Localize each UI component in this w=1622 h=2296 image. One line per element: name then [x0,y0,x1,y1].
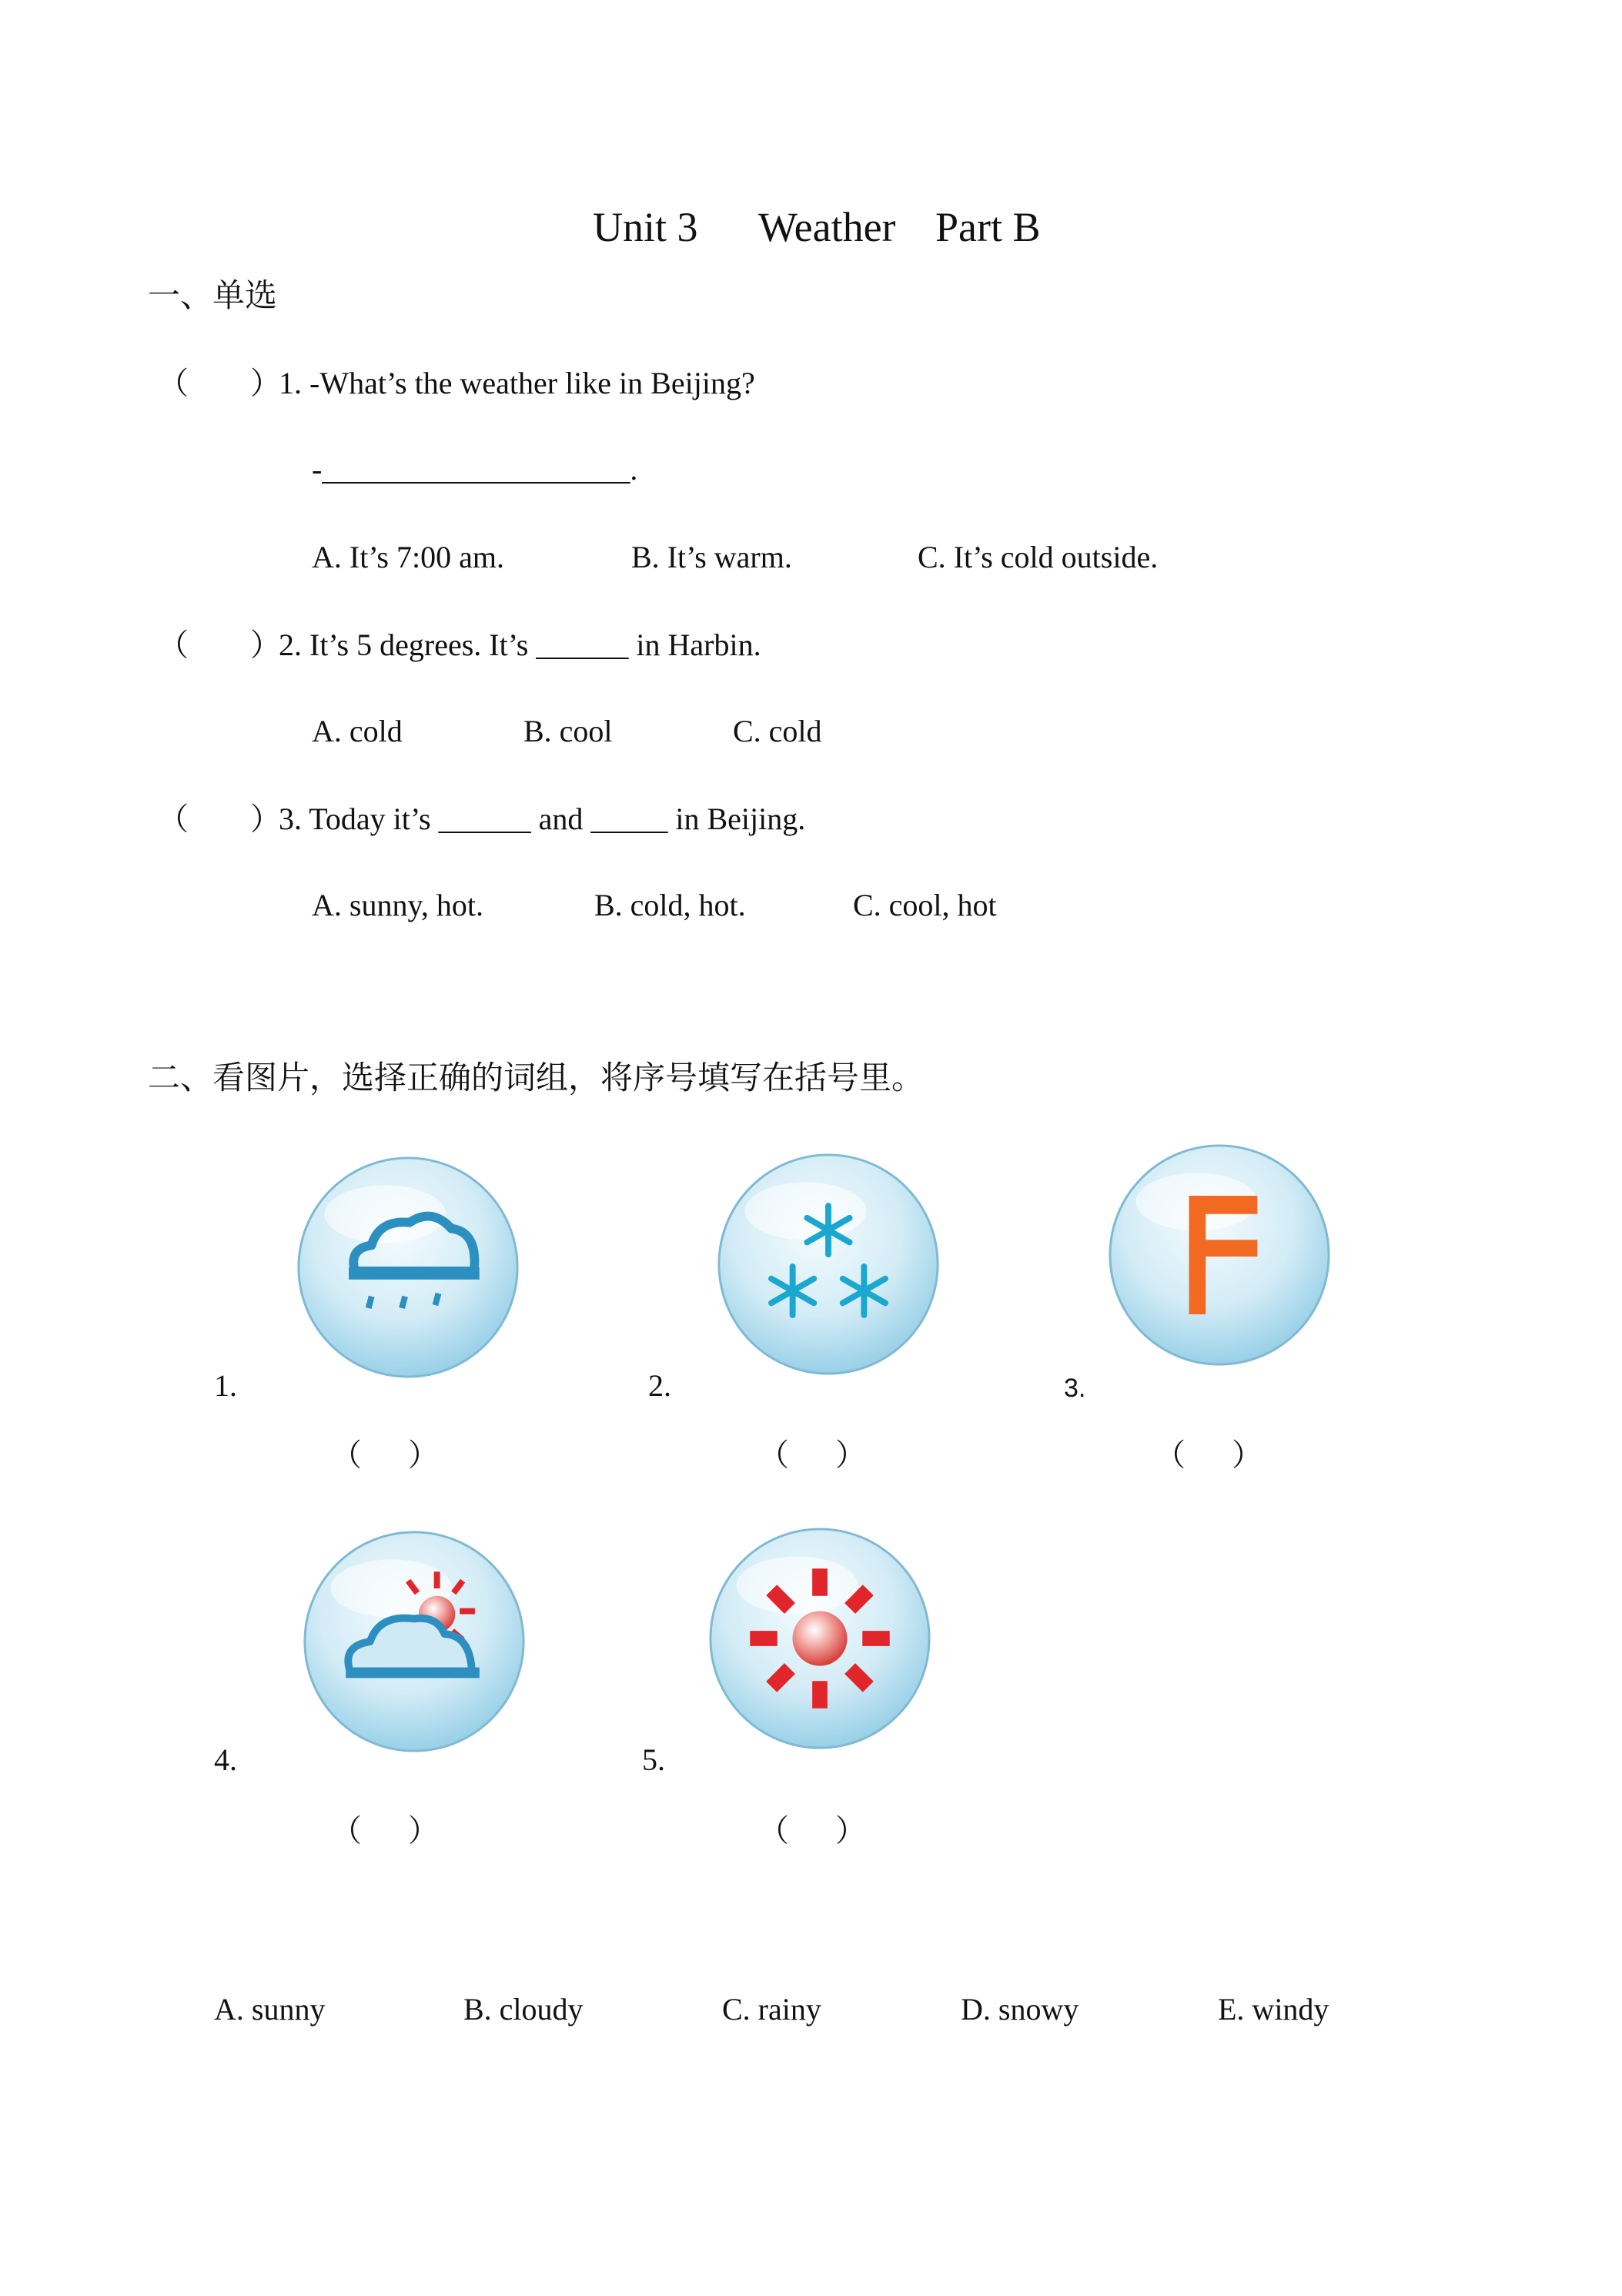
item-2-answer-paren[interactable]: （ ） [758,1438,866,1472]
choice-e: E. windy [1218,1992,1329,2027]
title-unit: Unit 3 [593,204,698,250]
item-1-answer-paren[interactable]: （ ） [331,1438,439,1472]
q3-answer-paren[interactable]: （ ） [158,802,281,836]
q3-option-c: C. cool, hot [853,888,997,922]
q1-option-a: A. It’s 7:00 am. [312,540,504,574]
item-5-number: 5. [642,1742,665,1777]
item-3-answer-paren[interactable]: （ ） [1155,1438,1262,1472]
sunny-icon [706,1525,934,1752]
choice-d: D. snowy [961,1992,1079,2027]
item-2-number: 2. [648,1368,671,1403]
item-3-number: 3. [1064,1374,1086,1403]
q1-stem: 1. -What’s the weather like in Beijing? [279,366,755,400]
q1-option-c: C. It’s cold outside. [918,540,1159,574]
section2-heading: 二、看图片，选择正确的词组，将序号填写在括号里。 [148,1061,925,1096]
cloudy-sun-icon [300,1528,528,1755]
q1-answer-paren[interactable]: （ ） [158,366,281,400]
q2-option-b: B. cool [523,714,613,748]
q2-stem: 2. It’s 5 degrees. It’s ______ in Harbin. [279,628,761,662]
q1-option-b: B. It’s warm. [631,540,792,574]
q3-option-b: B. cold, hot. [594,888,746,922]
item-5-answer-paren[interactable]: （ ） [758,1813,866,1848]
q2-option-c: C. cold [733,714,822,748]
item-1-number: 1. [214,1368,237,1403]
title-topic: Weather [758,204,896,250]
q1-answer-line: -____________________. [312,452,638,487]
choice-b: B. cloudy [463,1992,584,2027]
item-4-answer-paren[interactable]: （ ） [331,1813,439,1848]
title-part: Part B [935,204,1041,250]
windy-flag-icon [1105,1141,1333,1369]
q3-option-a: A. sunny, hot. [312,888,483,922]
section1-heading: 一、单选 [148,279,278,314]
snowy-icon [714,1150,942,1378]
choice-c: C. rainy [722,1992,821,2027]
choice-a: A. sunny [214,1992,326,2027]
q3-stem: 3. Today it’s ______ and _____ in Beijing. [279,802,806,836]
q2-answer-paren[interactable]: （ ） [158,628,281,662]
item-4-number: 4. [214,1742,237,1777]
rainy-icon [294,1153,522,1381]
q2-option-a: A. cold [312,714,403,748]
